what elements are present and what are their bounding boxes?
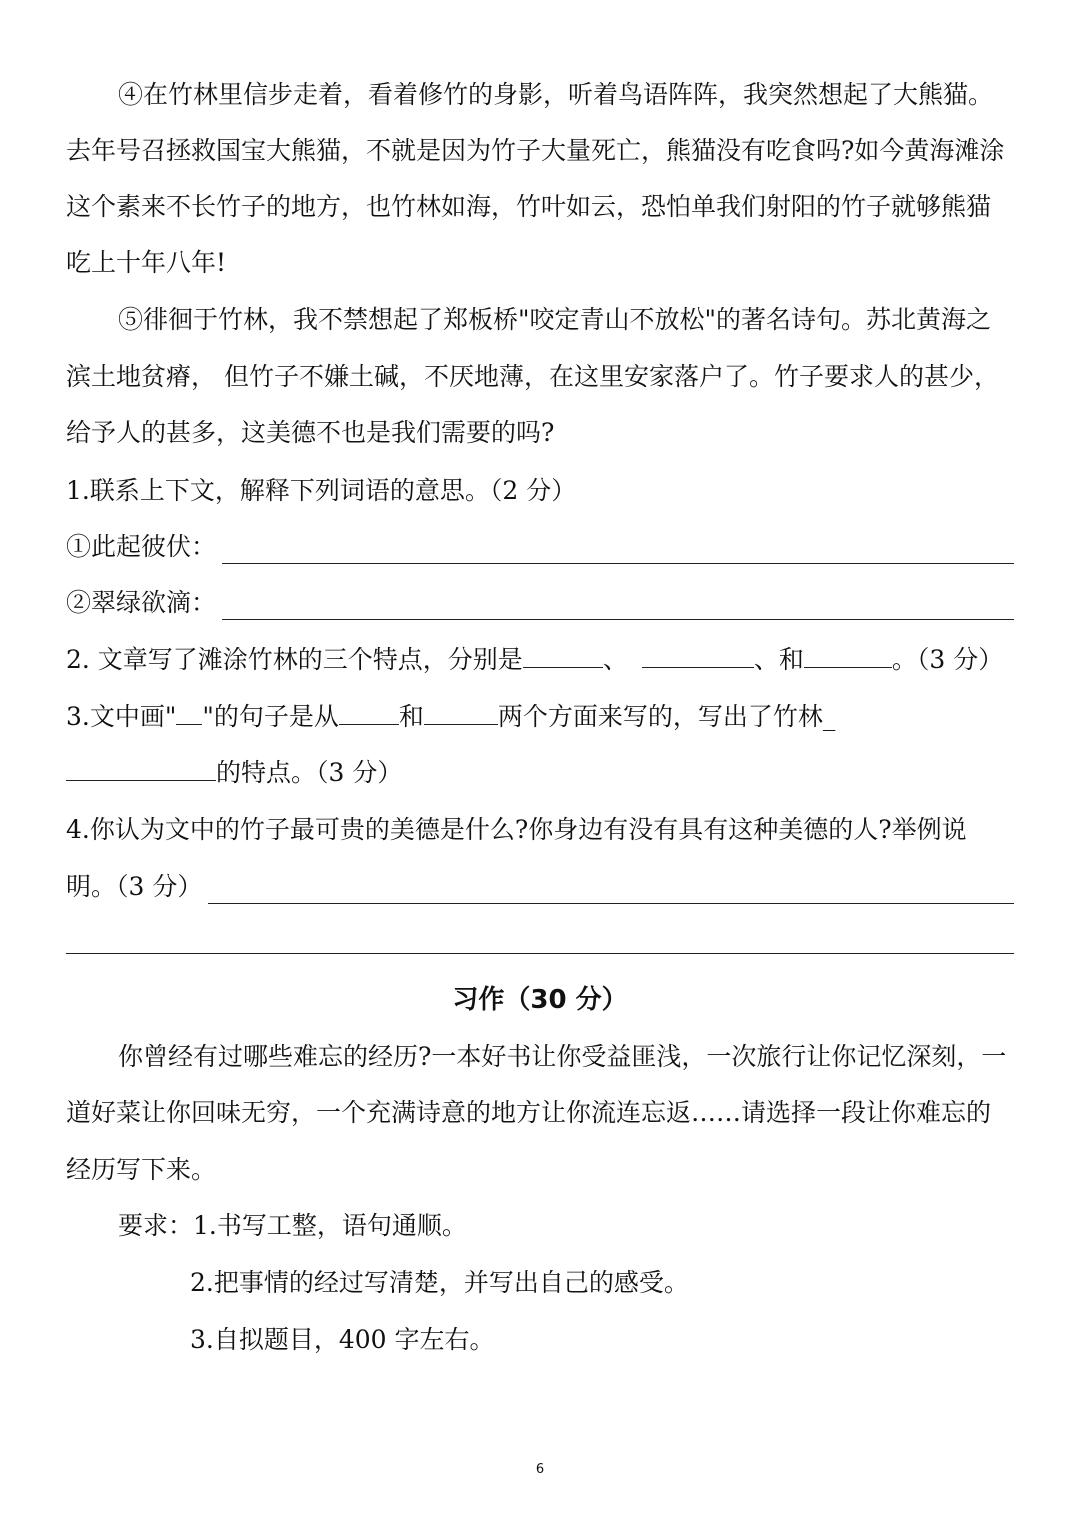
separator: 、和 — [753, 645, 804, 674]
essay-prompt-line: 道好菜让你回味无穷，一个充满诗意的地方让你流连忘返……请选择一段让你难忘的 — [66, 1098, 992, 1127]
passage-line: 这个素来不长竹子的地方，也竹林如海，竹叶如云，恐怕单我们射阳的竹子就够熊猫 — [66, 192, 992, 221]
question-1-item-1: ①此起彼伏： — [66, 532, 217, 561]
fill-blank[interactable] — [523, 645, 603, 668]
essay-prompt-line: 你曾经有过哪些难忘的经历?一本好书让你受益匪浅，一次旅行让你记忆深刻，一 — [118, 1042, 1007, 1071]
fill-blank[interactable] — [642, 645, 754, 668]
question-2 — [66, 643, 1014, 677]
question-3-part-1: 3.文中画" — [66, 702, 177, 731]
answer-blank[interactable] — [222, 537, 1014, 564]
question-4-line-1: 4.你认为文中的竹子最可贵的美德是什么?你身边有没有具有这种美德的人?举例说 — [66, 815, 967, 844]
requirement-2: 2.把事情的经过写清楚，并写出自己的感受。 — [190, 1268, 689, 1297]
separator: 、 — [602, 645, 628, 674]
answer-blank[interactable] — [208, 877, 1014, 904]
passage-line: 去年号召拯救国宝大熊猫，不就是因为竹子大量死亡，熊猫没有吃食吗?如今黄海滩涂 — [66, 136, 1005, 165]
answer-line[interactable] — [66, 953, 1014, 954]
fill-blank[interactable] — [804, 645, 892, 668]
page-number: 6 — [535, 1462, 545, 1477]
essay-prompt-line: 经历写下来。 — [66, 1155, 217, 1184]
question-2-suffix: 。（3 分） — [891, 645, 1004, 674]
requirement-1 — [118, 1209, 1014, 1243]
fill-blank[interactable] — [176, 702, 202, 725]
fill-blank[interactable] — [66, 758, 216, 781]
essay-title: 习作（30 分） — [452, 985, 628, 1015]
passage-line: ④在竹林里信步走着，看着修竹的身影，听着鸟语阵阵，我突然想起了大熊猫。 — [118, 80, 994, 109]
question-4-line-2: 明。（3 分） — [66, 872, 203, 901]
fill-blank[interactable] — [424, 702, 498, 725]
requirements-label: 要求： — [118, 1211, 194, 1240]
question-3-part-3: 和 — [398, 702, 424, 731]
question-3-line-1 — [66, 700, 1014, 734]
question-2-prefix: 2. 文章写了滩涂竹林的三个特点，分别是 — [66, 645, 523, 674]
question-3-suffix: 的特点。（3 分） — [216, 758, 403, 787]
passage-line: ⑤徘徊于竹林，我不禁想起了郑板桥"咬定青山不放松"的著名诗句。苏北黄海之 — [118, 305, 992, 334]
question-3-part-4: 两个方面来写的，写出了竹林_ — [497, 702, 836, 731]
passage-line: 吃上十年八年! — [66, 248, 227, 277]
question-1-item-2: ②翠绿欲滴： — [66, 588, 217, 617]
answer-field-1[interactable] — [66, 530, 1014, 564]
answer-field-2[interactable] — [66, 586, 1014, 620]
fill-blank[interactable] — [339, 702, 399, 725]
requirement-3: 3.自拟题目，400 字左右。 — [190, 1325, 495, 1354]
question-3-part-2: "的句子是从 — [202, 702, 339, 731]
question-1-text: 1.联系上下文，解释下列词语的意思。（2 分） — [66, 476, 577, 505]
answer-blank[interactable] — [222, 593, 1014, 620]
passage-line: 滨土地贫瘠， 但竹子不嫌土碱，不厌地薄，在这里安家落户了。竹子要求人的甚少， — [66, 362, 999, 391]
passage-line: 给予人的甚多，这美德不也是我们需要的吗? — [66, 418, 555, 447]
question-3-line-2 — [66, 756, 1014, 790]
answer-field-4[interactable] — [66, 870, 1014, 904]
requirement-text: 1.书写工整，语句通顺。 — [193, 1211, 467, 1240]
